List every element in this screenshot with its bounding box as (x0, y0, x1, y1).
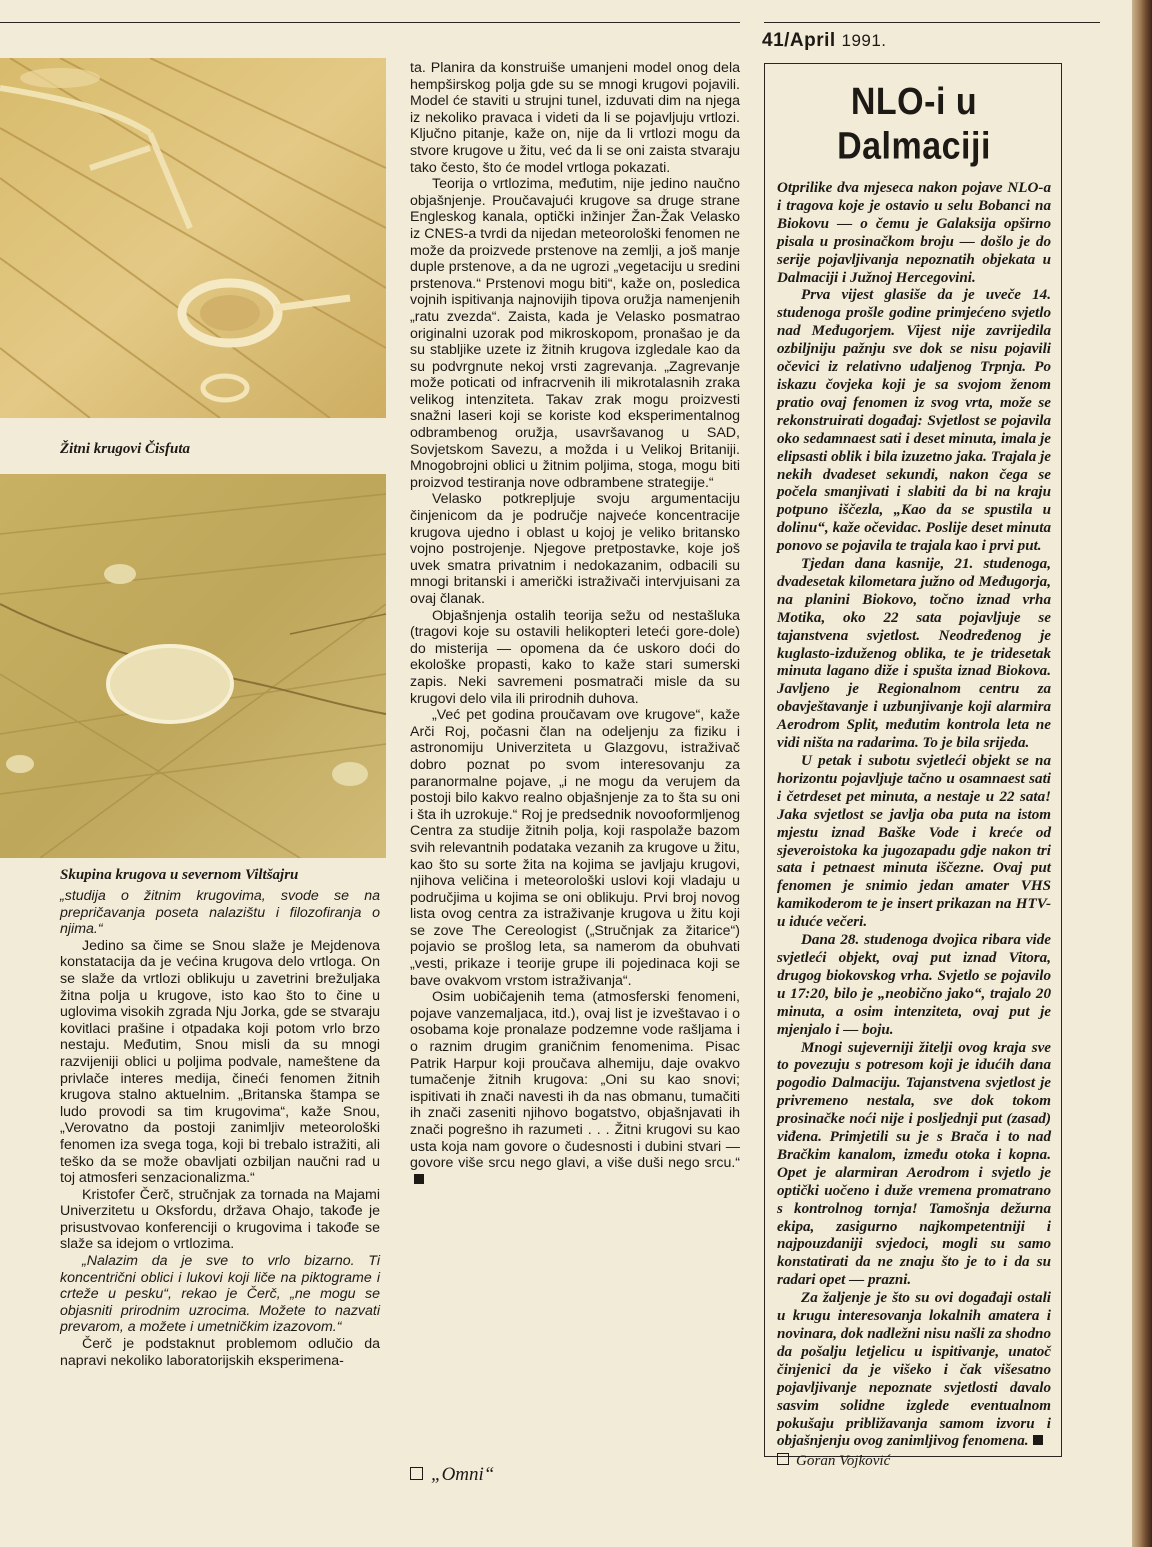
article-paragraph: „studija o žitnim krugovima, svode se na prepričavanja poseta nalazištu i filozofiranja o njima.“ (60, 888, 380, 938)
page-number: 41 (762, 30, 785, 51)
author-box-icon (777, 1453, 789, 1465)
source-name: „Omni“ (431, 1464, 495, 1485)
sidebar-title: NLO-i u Dalmaciji (837, 80, 991, 168)
sidebar-paragraph: U petak i subotu svjetleći objekt se na horizontu pojavljuje tačno u osamnaest sati i četrdeset pet minuta, a nestaje u 22 sata! Jaka svjetlost se javlja oba puta na istom mjestu iznad Baške Vode i kreće od sjeveroistoka ka jugozapadu gdje nakon tri sata i petnaest minuta iščezne. Ovaj put fenomen je snimio jedan amater VHS kamikoderom te je insert prikazan na HTV-u iduće večeri. (777, 753, 1051, 931)
end-of-article-mark (414, 1174, 424, 1184)
sidebar-paragraph-text: Za žaljenje je što su ovi događaji ostali u krugu interesovanja lokalnih amatera i novinara, dok nadležni nisu našli za shodno da pošalju letjelicu u ispitivanje, unatoč činjenici da je višeko i čak višesatno pojavljivanje nepoznate svjetlosti davalo sasvim solidne izglede eventualnom pokušaju približavanja samom izvoru i objašnjenju ovog zanimljivog fenomena. (777, 1290, 1051, 1450)
article-paragraph: „Već pet godina proučavam ove krugove“, kaže Arči Roj, počasni član na odeljenju za fiziku i astronomiju Univerziteta u Glazgovu, istraživač dobro poznat po svom interesovanju za paranormalne pojave, „i ne mogu da verujem da postoji bilo kakvo realno objašnjenje za to šta su oni i šta ih uzrokuje.“ Roj je predsednik novooformljenog Centra za studije žitnih polja, koji raspolaže bazom svih relevantnih podataka vezanih za krugove u žitu, kao što su sorte žita na kojima se javljaju krugovi, njihova veličina i meteorološki uslovi koji vladaju u područjima u kojima se oni oblikuju. Prvi broj novog lista ovog centra za istraživanje krugova u žitu koji se zove The Cereologist („Stručnjak za žitarice“) pojavio se prošlog leta, sa namerom da obuhvati „vesti, prikaze i teorije grupe ili pojedinaca koji se bave ovakvom vrstom istraživanja“. (410, 707, 740, 989)
article-paragraph: Objašnjenja ostalih teorija sežu od nestašluka (tragovi koje su ostavili helikopteri leteći gore-dole) do misterija — opomena da će uskoro doći do ekološke propasti, kako to kaže stari sumerski zapis. Neki savremeni posmatrači misle da su krugovi delo vila ili prirodnih duhova. (410, 607, 740, 707)
article-source (410, 1464, 494, 1486)
photo-crop-circles-wiltshire (0, 474, 386, 858)
sidebar-paragraph: Tjedan dana kasnije, 21. studenoga, dvadesetak kilometara južno od Međugorja, na planini Biokovo, točno iznad vrha Motika, oko 22 sata pojavljuje se tajanstvena svjetlost. Neodređenog je kuglasto-izduženog oblika, te je tridesetak minuta lagano diže i spušta iznad Biokova. Javljeno je Regionalnom centru za obavještavanje i uzbunjivanje koji alarmira Aerodrom Split, međutim kontrola leta ne vidi ništa na radarima. To je bila srijeda. (777, 556, 1051, 752)
sidebar-paragraph-last (777, 1290, 1051, 1451)
issue-year: 1991. (841, 31, 887, 50)
sidebar-end-mark (1033, 1435, 1043, 1445)
sidebar-box (764, 63, 1062, 1470)
source-box-icon (410, 1467, 423, 1480)
article-paragraph: ta. Planira da konstruiše umanjeni model onog dela hempširskog polja gde su se mnogi krugovi pojavili. Model će staviti u strujni tunel, izduvati dim na njega iz nekoliko pravaca i videti da li se pojavljuju vrtlozi. Ključno pitanje, kaže on, nije da li vrtlozi mogu da stvore krugove u žitu, već da li se oni zaista stvaraju tako često, što će model vrtloga pokazati. (410, 60, 740, 176)
crop-circle-pictogram-image (0, 58, 386, 418)
article-paragraph: Teorija o vrtlozima, međutim, nije jedino naučno objašnjenje. Proučavajući krugove sa druge strane Engleskog kanala, optički inžinjer Žan-Žak Velasko iz CNES-a tvrdi da nijedan meteorološki fenomen ne može da proizvede prstenove na zemlji, a još manje duple prstenove, a da ne ugrozi „vegetaciju u sredini prstenova.“ Prstenovi mogu biti“, kaže on, posledica vojnih ispitivanja najnovijih tipova oružja namenjenih „ratu zvezda“. Zaista, kada je Velasko posmatrao originalni uzorak pod mikroskopom, pronašao je da su stabljike uzete iz žitnih krugova izgledale kao da su podvrgnute nekoj vrsti zagrevanja. „Zagrevanje može poticati od infracrvenih ili mikrotalasnih zraka velikog intenziteta. Takav zrak mogu proizvesti snažni laseri koji se koriste kod eksperimentalnog odbrambenog oružja, usavršavanog u SAD, Sovjetskom Savezu, a možda i u Velikoj Britaniji. Mnogobrojni oblici u žitnim poljima, stoga, mogu biti proizvod testiranja nove odbrambene strategije.“ (410, 176, 740, 491)
article-paragraph: Kristofer Čerč, stručnjak za tornada na Majami Univerzitetu u Oksfordu, država Ohajo, takođe je prisustvovao konferenciji o krugovima i takođe se slaže sa idejom o vrtlozima. (60, 1186, 380, 1253)
caption-bottom-photo: Skupina krugova u severnom Viltšajru (60, 867, 299, 883)
page-folio: 41/April 1991. (762, 30, 887, 51)
caption-top-photo: Žitni krugovi Čisfuta (60, 441, 191, 457)
sidebar-author (777, 1453, 1051, 1471)
article-paragraph: Jedino sa čime se Snou slaže je Mejdenova konstatacija da je većina krugova delo vrtloga. On se slaže da vrtlozi oblikuju u zavetrini brežuljaka žitna polja u krugove, isto kao što to čine u uglovima visokih zgrada Nju Jorka, gde se stvaraju kovitlaci prašine i otpadaka koji potom vrlo brzo nestaju. Međutim, Snou misli da su mnogi razvijeniji oblici u poljima podvale, nameštene da privlače interes medija, čineći fenomen žitnih krugova stalno aktuelnim. „Britanska štampa se ludo provodi sa tim krugovima“, kaže Snou, „Verovatno da postoji zanimljiv meteorološki fenomen iza svega toga, koji bi trebalo istražiti, ali teško da se može obavljati ozbiljan naučni rad u toj atmosferi senzacionalizma.“ (60, 937, 380, 1187)
top-rule-right (764, 22, 1100, 23)
article-column-left (60, 888, 380, 1369)
article-paragraph: Velasko potkrepljuje svoju argumentaciju činjenicom da je područje najveće koncentracije krugova ujedno i oblast u kojoj je veliko britansko vojno postrojenje. Njegove pretpostavke, koje još uvek smatra privatnim i nedokazanim, odbacili su mnogi britanski i američki istraživači intervjuisani za ovaj članak. (410, 491, 740, 607)
author-name: Goran Vojković (796, 1453, 891, 1470)
sidebar-lead: Otprilike dva mjeseca nakon pojave NLO-a i tragova koje je ostavio u selu Bobanci na Biokovu — o čemu je Galaksija opširno pisala u prosinačkom broju — došlo je do serije pojavljivanja nepoznatih objekata u Dalmaciji i Južnoj Hercegovini. (777, 180, 1051, 286)
sidebar-paragraph: Dana 28. studenoga dvojica ribara vide svjetleći objekt, ovaj put iznad Vitora, drugog biokovskog vrha. Svjetlo se pojavilo u 17:20, bilo je „neobično jako“, trajalo 20 minuta, a osim intenziteta, ovaj put je mjenjalo i — boju. (777, 932, 1051, 1038)
top-rule-left (0, 22, 740, 23)
crop-circle-group-image (0, 474, 386, 858)
photo-crop-circles-cisfut (0, 58, 386, 418)
article-paragraph: Čerč je podstaknut problemom odlučio da napravi nekoliko laboratorijskih eksperimena- (60, 1336, 380, 1369)
sidebar-paragraph: Mnogi sujeverniji žitelji ovog kraja sve to povezuju s potresom koji je idućih dana pogodio Dalmaciju. Tajanstvena svjetlost je privremeno nestala, sve dok tokom prosinačke noći nije i posljednji put (zasad) viđena. Primjetili su je s Brača i to nad Bračkim kanalom, između otoka i kopna. Opet je alarmiran Aerodrom i svjetlo je optički uočeno i duže vremena promatrano s kontrolnog tornja! Tamošnja dežurna ekipa, zasigurno najkompetentniji i najpouzdaniji svjedoci, mogli su samo konstatirati da ne znaju što je to i da su radari opet — prazni. (777, 1039, 1051, 1289)
article-paragraph-last (410, 989, 740, 1188)
issue-month: April (789, 30, 836, 51)
page-binding-edge (1132, 0, 1152, 1547)
article-column-middle (410, 60, 740, 1188)
sidebar-paragraph: Prva vijest glasiše da je uveče 14. studenoga prošle godine primjećeno svjetlo nad Međugorjem. Vijest nije zavrijedila ozbiljniju pažnju sve dok se nisu pojavili očevici iz relativno udaljenog Trpnja. Po iskazu čovjeka koji je sa svojom ženom pratio ovaj fenomen iz svog vrta, može se rekonstruirati događaj: Svjetlost se pojavila oko sedamnaest sati i deset minuta, imala je elipsasti oblik i bila izuzetno jaka. Trajala je nekih dvadeset sekundi, nakon čega se počela smanjivati i slabiti da bi na kraju potpuno iščezla, „Kao da se spustila u dolinu“, kaže očevidac. Poslije deset minuta ponovo se pojavila te trajala kao i prvi put. (777, 287, 1051, 555)
article-paragraph: „Nalazim da je sve to vrlo bizarno. Ti koncentrični oblici i lukovi koji liče na piktograme i crteže u pesku“, rekao je Čerč, „ne mogu se objasniti prirodnim uzrocima. Možete to nazvati prevarom, a možete i umetničkim izazovom.“ (60, 1253, 380, 1336)
article-paragraph-text: Osim uobičajenih tema (atmosferski fenomeni, pojave vanzemaljaca, itd.), ovaj list je izveštavao i o osobama koje pronalaze podzemne vode rašljama i o raznim drugim graničnim fenomenima. Pisac Patrik Harpur koji proučava alhemiju, daje ovakvo tumačenje žitnih krugova: „Oni su kao snovi; ispitivati ih znači navesti ih da nas obmanu, tumačiti ih znači zaseniti njihovo bogatstvo, objašnjavati ih znači pogrešno ih razumeti . . . Žitni krugovi su kao usta koja nam govore o čudesnosti i dubini stvari — govore više srcu nego glavi, a više duši nego srcu.“ (410, 989, 740, 1172)
